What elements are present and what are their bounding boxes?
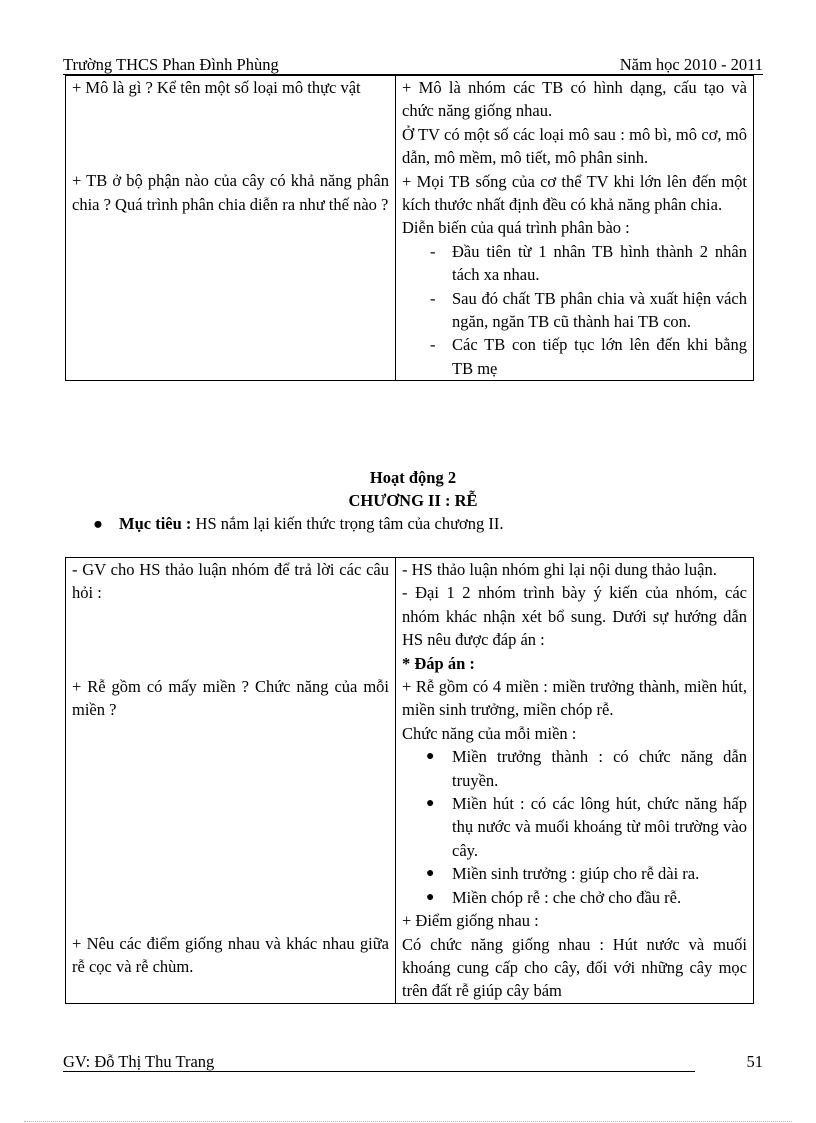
teacher-column — [66, 76, 396, 381]
activity-table-1 — [65, 75, 754, 381]
division-steps — [402, 240, 747, 380]
division-process-title: Diễn biến của quá trình phân bào : — [402, 218, 630, 238]
goal-label: Mục tiêu : — [119, 514, 192, 533]
school-name: Trường THCS Phan Đình Phùng — [63, 55, 279, 74]
page-footer — [63, 1050, 763, 1072]
question-root-zones: + Rễ gồm có mấy miền ? Chức năng của mỗi miền ? — [72, 676, 389, 720]
student-column — [396, 76, 754, 381]
list-item: - Sau đó chất TB phân chia và xuất hiện vách ngăn, ngăn TB cũ thành hai TB con. — [430, 288, 747, 332]
student-presentation: - Đại 1 2 nhóm trình bày ý kiến của nhóm, các nhóm khác nhận xét bổ sung. Dưới sự hướng dẫn HS nêu được đáp án : — [402, 583, 747, 650]
teacher-name: GV: Đỗ Thị Thu Trang — [63, 1052, 215, 1071]
question-tissue: + Mô là gì ? Kể tên một số loại mô thực vật — [72, 78, 361, 97]
similarities-title: + Điểm giống nhau : — [402, 911, 539, 931]
goal-line — [93, 512, 773, 535]
answer-root-zones: + Rễ gồm có 4 miền : miền trưởng thành, miền hút, miền sinh trưởng, miền chóp rễ. — [402, 677, 747, 720]
zone-list — [402, 745, 747, 909]
list-item: ● Miền trưởng thành : có chức năng dẫn truyền. — [426, 747, 747, 790]
page-number: 51 — [746, 1052, 763, 1071]
section-title — [63, 466, 763, 513]
footer-rule — [63, 1071, 695, 1072]
student-column — [396, 558, 754, 1004]
discussion-instruction: - GV cho HS thảo luận nhóm để trả lời các câu hỏi : — [72, 560, 389, 603]
list-item: - Các TB con tiếp tục lớn lên đến khi bằng TB mẹ — [430, 335, 747, 378]
school-year: Năm học 2010 - 2011 — [619, 55, 763, 74]
page-edge — [24, 1121, 792, 1122]
question-root-types: + Nêu các điểm giống nhau và khác nhau giữa rễ cọc và rễ chùm. — [72, 933, 389, 977]
answer-tissue: + Mô là nhóm các TB có hình dạng, cấu tạo và chức năng giống nhau. — [402, 78, 747, 121]
question-cell-division: + TB ở bộ phận nào của cây có khả năng phân chia ? Quá trình phân chia diễn ra như thế nào ? — [72, 171, 389, 214]
answer-cell-division: + Mọi TB sống của cơ thể TV khi lớn lên đến một kích thước nhất định đều có khả năng phân chia. — [402, 171, 747, 215]
list-item: ● Miền sinh trưởng : giúp cho rễ dài ra. — [426, 864, 700, 884]
activity-table-2 — [65, 557, 754, 1004]
goal-text: HS nắm lại kiến thức trọng tâm của chương II. — [191, 514, 504, 533]
list-item: ● Miền chóp rễ : che chở cho đầu rễ. — [426, 887, 682, 907]
activity-heading: Hoạt động 2 — [369, 468, 457, 487]
list-item: - Đầu tiên từ 1 nhân TB hình thành 2 nhân tách xa nhau. — [430, 241, 747, 285]
answer-label: * Đáp án : — [402, 653, 475, 673]
student-discussion: - HS thảo luận nhóm ghi lại nội dung thảo luận. — [402, 560, 717, 579]
teacher-column — [66, 558, 396, 1004]
zone-function-title: Chức năng của mỗi miền : — [402, 723, 577, 743]
similarities-text: Có chức năng giống nhau : Hút nước và muối khoáng cung cấp cho cây, đối với những cây mọc trên đất rễ giúp cây bám — [402, 934, 747, 1001]
answer-tissue-types: Ở TV có một số các loại mô sau : mô bì, mô cơ, mô dẫn, mô mềm, mô tiết, mô phân sinh. — [402, 124, 747, 168]
list-item: ● Miền hút : có các lông hút, chức năng hấp thụ nước và muối khoáng từ môi trường vào cây. — [426, 794, 747, 860]
bullet-icon: ● — [93, 514, 103, 533]
page-header — [63, 53, 763, 75]
chapter-heading: CHƯƠNG II : RỄ — [348, 491, 478, 511]
